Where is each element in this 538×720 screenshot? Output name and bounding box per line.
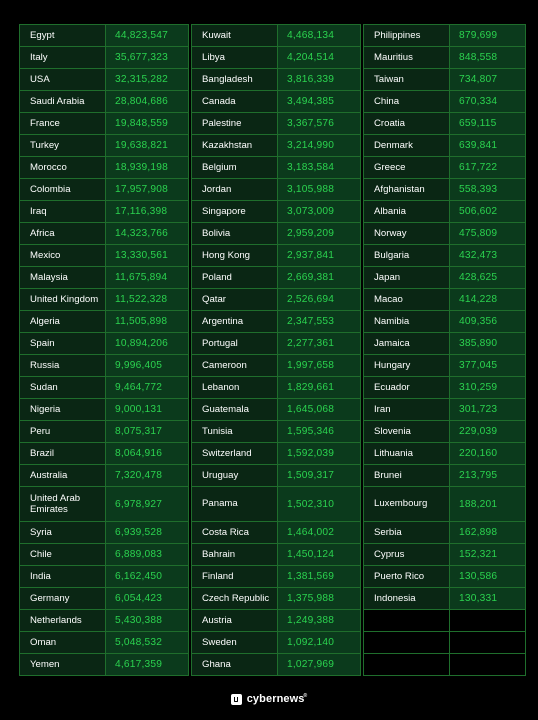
table-row <box>192 25 360 47</box>
cybernews-logo-icon <box>231 694 242 705</box>
table-row <box>20 223 188 245</box>
table-row <box>364 522 525 544</box>
table-row <box>364 201 525 223</box>
country-value: 28,804,686 <box>106 91 188 112</box>
country-tables <box>19 24 526 676</box>
table-row <box>20 399 188 421</box>
country-name: Iraq <box>20 201 106 222</box>
country-value: 3,494,385 <box>278 91 360 112</box>
table-row <box>20 245 188 267</box>
country-value: 220,160 <box>450 443 525 464</box>
country-name: Jamaica <box>364 333 450 354</box>
country-value: 4,204,514 <box>278 47 360 68</box>
country-name: Australia <box>20 465 106 486</box>
table-row <box>192 179 360 201</box>
country-name: Canada <box>192 91 278 112</box>
country-name: Cameroon <box>192 355 278 376</box>
country-name: Lithuania <box>364 443 450 464</box>
empty-cell <box>450 610 525 631</box>
table-row <box>364 544 525 566</box>
country-value: 17,116,398 <box>106 201 188 222</box>
table-row <box>192 610 360 632</box>
country-value: 13,330,561 <box>106 245 188 266</box>
country-name: Uruguay <box>192 465 278 486</box>
country-value: 6,162,450 <box>106 566 188 587</box>
table-row <box>364 289 525 311</box>
table-row <box>364 157 525 179</box>
country-value: 734,807 <box>450 69 525 90</box>
country-value: 152,321 <box>450 544 525 565</box>
country-value: 6,889,083 <box>106 544 188 565</box>
country-name: Jordan <box>192 179 278 200</box>
table-row <box>20 487 188 522</box>
table-row <box>20 355 188 377</box>
country-name: Africa <box>20 223 106 244</box>
country-value: 1,502,310 <box>278 487 360 521</box>
table-row <box>20 69 188 91</box>
country-value: 428,625 <box>450 267 525 288</box>
country-name: Ecuador <box>364 377 450 398</box>
country-name: Saudi Arabia <box>20 91 106 112</box>
country-value: 659,115 <box>450 113 525 134</box>
country-value: 6,054,423 <box>106 588 188 609</box>
country-name: Bahrain <box>192 544 278 565</box>
country-value: 1,375,988 <box>278 588 360 609</box>
country-name: Afghanistan <box>364 179 450 200</box>
table-row <box>364 135 525 157</box>
table-row <box>364 487 525 522</box>
country-value: 2,526,694 <box>278 289 360 310</box>
table-row <box>364 25 525 47</box>
country-name: Bulgaria <box>364 245 450 266</box>
table-row <box>364 465 525 487</box>
country-name: Netherlands <box>20 610 106 631</box>
country-name: Palestine <box>192 113 278 134</box>
table-column-2 <box>191 24 361 676</box>
country-name: Austria <box>192 610 278 631</box>
table-row <box>20 47 188 69</box>
country-name: Namibia <box>364 311 450 332</box>
country-name: Denmark <box>364 135 450 156</box>
country-name: Argentina <box>192 311 278 332</box>
country-value: 130,586 <box>450 566 525 587</box>
table-row <box>192 91 360 113</box>
table-row <box>192 421 360 443</box>
country-value: 10,894,206 <box>106 333 188 354</box>
country-name: Syria <box>20 522 106 543</box>
country-name: Hungary <box>364 355 450 376</box>
table-row <box>20 465 188 487</box>
country-value: 5,430,388 <box>106 610 188 631</box>
country-name: Russia <box>20 355 106 376</box>
country-value: 506,602 <box>450 201 525 222</box>
country-name: Ghana <box>192 654 278 675</box>
country-name: United Arab Emirates <box>20 487 106 521</box>
country-value: 9,464,772 <box>106 377 188 398</box>
country-name: Croatia <box>364 113 450 134</box>
table-row <box>20 25 188 47</box>
country-value: 213,795 <box>450 465 525 486</box>
table-row <box>192 654 360 675</box>
country-name: Guatemala <box>192 399 278 420</box>
table-row <box>364 566 525 588</box>
country-value: 1,092,140 <box>278 632 360 653</box>
country-name: Bangladesh <box>192 69 278 90</box>
country-value: 4,468,134 <box>278 25 360 46</box>
country-value: 6,978,927 <box>106 487 188 521</box>
table-row <box>192 311 360 333</box>
country-name: Morocco <box>20 157 106 178</box>
country-name: Luxembourg <box>364 487 450 521</box>
table-row <box>192 135 360 157</box>
country-value: 475,809 <box>450 223 525 244</box>
country-value: 377,045 <box>450 355 525 376</box>
country-value: 35,677,323 <box>106 47 188 68</box>
country-name: Chile <box>20 544 106 565</box>
country-value: 385,890 <box>450 333 525 354</box>
table-row <box>192 377 360 399</box>
table-row <box>192 544 360 566</box>
table-row <box>192 632 360 654</box>
table-column-3 <box>363 24 526 676</box>
country-value: 8,064,916 <box>106 443 188 464</box>
country-value: 1,450,124 <box>278 544 360 565</box>
country-value: 1,595,346 <box>278 421 360 442</box>
country-name: Albania <box>364 201 450 222</box>
table-row <box>364 421 525 443</box>
country-name: Egypt <box>20 25 106 46</box>
country-value: 9,996,405 <box>106 355 188 376</box>
table-row <box>20 91 188 113</box>
country-value: 1,829,661 <box>278 377 360 398</box>
country-value: 229,039 <box>450 421 525 442</box>
table-row <box>192 289 360 311</box>
country-name: Singapore <box>192 201 278 222</box>
country-value: 2,937,841 <box>278 245 360 266</box>
country-name: Kuwait <box>192 25 278 46</box>
country-name: Brunei <box>364 465 450 486</box>
table-row <box>20 421 188 443</box>
country-value: 670,334 <box>450 91 525 112</box>
country-name: Tunisia <box>192 421 278 442</box>
table-row <box>192 267 360 289</box>
country-name: Taiwan <box>364 69 450 90</box>
country-value: 1,381,569 <box>278 566 360 587</box>
country-value: 2,277,361 <box>278 333 360 354</box>
table-row <box>20 333 188 355</box>
country-value: 3,214,990 <box>278 135 360 156</box>
country-value: 617,722 <box>450 157 525 178</box>
empty-cell <box>450 654 525 675</box>
country-value: 409,356 <box>450 311 525 332</box>
country-value: 11,505,898 <box>106 311 188 332</box>
country-name: Cyprus <box>364 544 450 565</box>
empty-cell <box>364 654 450 675</box>
country-value: 2,959,209 <box>278 223 360 244</box>
country-value: 5,048,532 <box>106 632 188 653</box>
empty-table-row <box>364 654 525 675</box>
country-name: Japan <box>364 267 450 288</box>
table-row <box>364 245 525 267</box>
table-row <box>192 465 360 487</box>
country-name: France <box>20 113 106 134</box>
table-row <box>20 443 188 465</box>
country-value: 7,320,478 <box>106 465 188 486</box>
table-row <box>364 223 525 245</box>
country-name: Mexico <box>20 245 106 266</box>
country-name: Algeria <box>20 311 106 332</box>
country-name: Panama <box>192 487 278 521</box>
country-value: 1,509,317 <box>278 465 360 486</box>
table-row <box>364 311 525 333</box>
table-row <box>192 399 360 421</box>
country-name: Norway <box>364 223 450 244</box>
country-name: Indonesia <box>364 588 450 609</box>
country-value: 1,027,969 <box>278 654 360 675</box>
country-value: 879,699 <box>450 25 525 46</box>
country-value: 9,000,131 <box>106 399 188 420</box>
country-name: Poland <box>192 267 278 288</box>
country-name: Czech Republic <box>192 588 278 609</box>
country-value: 17,957,908 <box>106 179 188 200</box>
empty-cell <box>364 610 450 631</box>
empty-cell <box>364 632 450 653</box>
country-name: Qatar <box>192 289 278 310</box>
table-row <box>364 113 525 135</box>
table-row <box>20 522 188 544</box>
table-row <box>192 566 360 588</box>
table-row <box>20 566 188 588</box>
table-row <box>20 179 188 201</box>
table-row <box>20 311 188 333</box>
country-name: Colombia <box>20 179 106 200</box>
table-row <box>364 91 525 113</box>
table-row <box>364 443 525 465</box>
table-row <box>364 333 525 355</box>
table-row <box>20 289 188 311</box>
table-row <box>20 632 188 654</box>
country-value: 432,473 <box>450 245 525 266</box>
country-name: Italy <box>20 47 106 68</box>
country-name: Germany <box>20 588 106 609</box>
brand-name: cybernews® <box>246 693 308 705</box>
country-value: 18,939,198 <box>106 157 188 178</box>
table-row <box>364 588 525 610</box>
table-row <box>192 69 360 91</box>
empty-table-row <box>364 610 525 632</box>
table-row <box>20 377 188 399</box>
country-name: Lebanon <box>192 377 278 398</box>
country-value: 6,939,528 <box>106 522 188 543</box>
table-row <box>192 47 360 69</box>
country-value: 310,259 <box>450 377 525 398</box>
table-row <box>20 157 188 179</box>
country-name: Finland <box>192 566 278 587</box>
country-value: 3,183,584 <box>278 157 360 178</box>
table-row <box>364 69 525 91</box>
country-value: 19,638,821 <box>106 135 188 156</box>
country-value: 558,393 <box>450 179 525 200</box>
table-row <box>192 522 360 544</box>
country-name: Puerto Rico <box>364 566 450 587</box>
country-value: 19,848,559 <box>106 113 188 134</box>
table-row <box>20 113 188 135</box>
country-value: 4,617,359 <box>106 654 188 675</box>
table-row <box>192 487 360 522</box>
country-name: Slovenia <box>364 421 450 442</box>
country-name: China <box>364 91 450 112</box>
country-name: United Kingdom <box>20 289 106 310</box>
country-name: Nigeria <box>20 399 106 420</box>
empty-table-row <box>364 632 525 654</box>
country-name: Costa Rica <box>192 522 278 543</box>
country-name: Bolivia <box>192 223 278 244</box>
table-row <box>20 588 188 610</box>
empty-cell <box>450 632 525 653</box>
table-row <box>192 223 360 245</box>
table-row <box>192 588 360 610</box>
country-name: Turkey <box>20 135 106 156</box>
country-value: 188,201 <box>450 487 525 521</box>
country-value: 2,347,553 <box>278 311 360 332</box>
table-row <box>364 355 525 377</box>
country-name: Hong Kong <box>192 245 278 266</box>
country-name: Yemen <box>20 654 106 675</box>
country-value: 3,105,988 <box>278 179 360 200</box>
table-row <box>20 544 188 566</box>
country-value: 1,645,068 <box>278 399 360 420</box>
table-row <box>192 355 360 377</box>
country-name: Malaysia <box>20 267 106 288</box>
table-column-1 <box>19 24 189 676</box>
country-value: 44,823,547 <box>106 25 188 46</box>
table-row <box>20 267 188 289</box>
country-name: Kazakhstan <box>192 135 278 156</box>
country-value: 130,331 <box>450 588 525 609</box>
country-value: 32,315,282 <box>106 69 188 90</box>
country-name: Libya <box>192 47 278 68</box>
country-value: 3,073,009 <box>278 201 360 222</box>
country-name: Greece <box>364 157 450 178</box>
table-row <box>192 443 360 465</box>
country-value: 848,558 <box>450 47 525 68</box>
table-row <box>364 179 525 201</box>
country-value: 162,898 <box>450 522 525 543</box>
table-row <box>192 333 360 355</box>
country-name: Macao <box>364 289 450 310</box>
country-name: Mauritius <box>364 47 450 68</box>
country-value: 11,675,894 <box>106 267 188 288</box>
country-name: Peru <box>20 421 106 442</box>
country-name: Brazil <box>20 443 106 464</box>
table-row <box>20 610 188 632</box>
country-name: Iran <box>364 399 450 420</box>
table-row <box>192 113 360 135</box>
table-row <box>192 245 360 267</box>
country-value: 1,249,388 <box>278 610 360 631</box>
country-value: 11,522,328 <box>106 289 188 310</box>
country-value: 3,816,339 <box>278 69 360 90</box>
country-name: Oman <box>20 632 106 653</box>
country-name: Portugal <box>192 333 278 354</box>
country-value: 414,228 <box>450 289 525 310</box>
table-row <box>364 267 525 289</box>
country-value: 1,464,002 <box>278 522 360 543</box>
country-value: 1,592,039 <box>278 443 360 464</box>
country-value: 301,723 <box>450 399 525 420</box>
country-name: Sweden <box>192 632 278 653</box>
country-name: USA <box>20 69 106 90</box>
country-name: Belgium <box>192 157 278 178</box>
country-value: 8,075,317 <box>106 421 188 442</box>
country-name: Spain <box>20 333 106 354</box>
table-row <box>20 201 188 223</box>
table-row <box>364 377 525 399</box>
table-row <box>364 47 525 69</box>
country-value: 2,669,381 <box>278 267 360 288</box>
table-row <box>192 157 360 179</box>
country-name: Philippines <box>364 25 450 46</box>
table-row <box>364 399 525 421</box>
country-value: 14,323,766 <box>106 223 188 244</box>
country-value: 3,367,576 <box>278 113 360 134</box>
table-row <box>20 654 188 675</box>
country-name: Sudan <box>20 377 106 398</box>
country-value: 1,997,658 <box>278 355 360 376</box>
brand-footer <box>0 693 538 705</box>
country-name: Switzerland <box>192 443 278 464</box>
country-name: India <box>20 566 106 587</box>
table-row <box>192 201 360 223</box>
table-row <box>20 135 188 157</box>
country-value: 639,841 <box>450 135 525 156</box>
country-name: Serbia <box>364 522 450 543</box>
